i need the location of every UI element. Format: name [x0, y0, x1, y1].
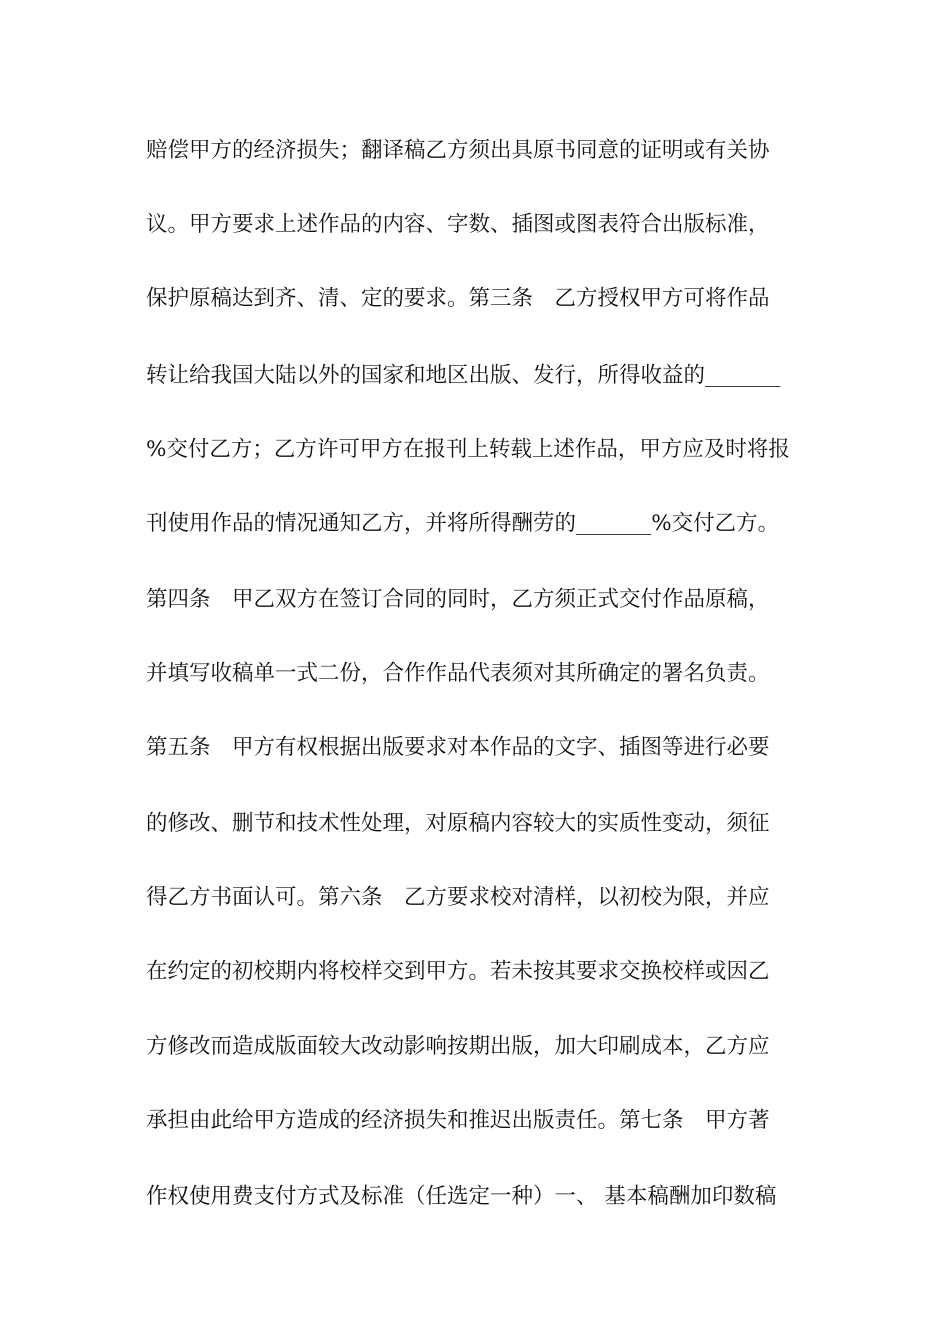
body-text-line: 并填写收稿单一式二份，合作作品代表须对其所确定的署名负责。: [146, 661, 770, 686]
body-text-line: 在约定的初校期内将校样交到甲方。若未按其要求交换校样或因乙: [146, 959, 770, 984]
body-text-line: %交付乙方；乙方许可甲方在报刊上转载上述作品，甲方应及时将报: [146, 437, 790, 462]
body-text-line: 保护原稿达到齐、清、定的要求。第三条 乙方授权甲方可将作品: [146, 286, 770, 311]
body-text-line: 承担由此给甲方造成的经济损失和推迟出版责任。第七条 甲方著: [146, 1108, 770, 1133]
body-text-line: 刊使用作品的情况通知乙方，并将所得酬劳的_______%交付乙方。: [146, 511, 780, 536]
body-text-line: 议。甲方要求上述作品的内容、字数、插图或图表符合出版标准，: [146, 212, 770, 237]
body-text-line: 第四条 甲乙双方在签订合同的同时，乙方须正式交付作品原稿，: [146, 587, 770, 612]
body-text-line: 转让给我国大陆以外的国家和地区出版、发行，所得收益的_______: [146, 363, 781, 388]
body-text-line: 方修改而造成版面较大改动影响按期出版，加大印刷成本，乙方应: [146, 1034, 770, 1059]
body-text-line: 赔偿甲方的经济损失；翻译稿乙方须出具原书同意的证明或有关协: [146, 138, 770, 163]
body-text-line: 作权使用费支付方式及标准（任选定一种）一、 基本稿酬加印数稿: [146, 1184, 777, 1209]
body-text-line: 得乙方书面认可。第六条 乙方要求校对清样，以初校为限，并应: [146, 885, 770, 910]
body-text-line: 的修改、删节和技术性处理，对原稿内容较大的实质性变动，须征: [146, 811, 770, 836]
body-text-line: 第五条 甲方有权根据出版要求对本作品的文字、插图等进行必要: [146, 735, 770, 760]
